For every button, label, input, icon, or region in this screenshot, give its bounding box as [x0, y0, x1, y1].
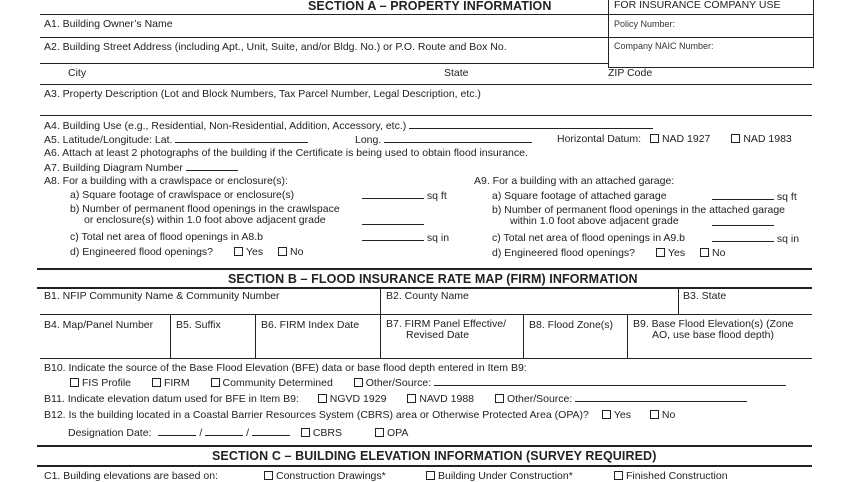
b1-label: B1. NFIP Community Name & Community Number [44, 290, 280, 302]
a3-label: A3. Property Description (Lot and Block Numbers, Tax Parcel Number, Legal Description, etc.) [44, 88, 481, 100]
a9c-field-row [712, 232, 799, 245]
section-b-title: SECTION B – FLOOD INSURANCE RATE MAP (FIRM) INFORMATION [228, 272, 638, 286]
long-text: Long. [355, 134, 382, 146]
a9d-yes-checkbox[interactable] [656, 248, 665, 257]
c1-finished-option [614, 470, 728, 482]
a6-label: A6. Attach at least 2 photographs of the building if the Certificate is being used to obtain flood insurance. [44, 147, 528, 159]
a8c-field-row [362, 231, 449, 244]
b9-line1: B9. Base Flood Elevation(s) (Zone [633, 318, 794, 330]
ngvd-label: NGVD 1929 [329, 393, 387, 405]
b10-other-label: Other/Source: [365, 377, 432, 389]
nad83-label: NAD 1983 [743, 133, 792, 145]
a8d-text: d) Engineered flood openings? [70, 246, 214, 258]
a8a-field-row [362, 189, 447, 202]
latitude-field[interactable] [175, 133, 308, 143]
sqin-unit: sq in [426, 232, 450, 244]
a4-label [44, 119, 653, 132]
city-label: City [68, 67, 87, 79]
insurance-use-label: FOR INSURANCE COMPANY USE [614, 0, 781, 11]
garage-sqft-unit: sq ft [776, 191, 797, 203]
ngvd-checkbox[interactable] [318, 394, 327, 403]
a8b-line1: b) Number of permanent flood openings in the crawlspace [70, 203, 340, 215]
a9a-label: a) Square footage of attached garage [492, 190, 667, 202]
firm-checkbox[interactable] [152, 378, 161, 387]
b12-no-label: No [661, 409, 676, 421]
a9b-line2: within 1.0 foot above adjacent grade [510, 215, 679, 227]
firm-label: FIRM [163, 377, 190, 389]
a1-label: A1. Building Owner’s Name [44, 18, 173, 30]
opa-label: OPA [386, 427, 409, 439]
date-slash-2: / [246, 427, 249, 439]
cbrs-checkbox[interactable] [301, 428, 310, 437]
a5-row [44, 133, 308, 146]
c1-text: C1. Building elevations are based on: [44, 470, 218, 482]
garage-sqft-field[interactable] [712, 190, 774, 200]
crawlspace-sqft-field[interactable] [362, 189, 424, 199]
c1-under-option [426, 470, 573, 482]
b11-other-checkbox[interactable] [495, 394, 504, 403]
designation-label: Designation Date: [68, 427, 152, 439]
b8-label: B8. Flood Zone(s) [529, 319, 614, 331]
datum-label: Horizontal Datum: [557, 133, 642, 145]
b2-label: B2. County Name [386, 290, 469, 302]
a8b-field [362, 215, 424, 228]
a9b-field [712, 216, 774, 229]
b10-other-checkbox[interactable] [354, 378, 363, 387]
a8d-no-checkbox[interactable] [278, 247, 287, 256]
designation-row [68, 426, 408, 439]
a9a-field-row [712, 190, 797, 203]
a9d-row [492, 247, 725, 259]
zip-label: ZIP Code [608, 67, 653, 79]
b4-label: B4. Map/Panel Number [44, 319, 154, 331]
b11-other-field[interactable] [575, 392, 747, 402]
section-a-title: SECTION A – PROPERTY INFORMATION [308, 0, 552, 13]
state-label: State [444, 67, 469, 79]
finished-construction-checkbox[interactable] [614, 471, 623, 480]
nad27-label: NAD 1927 [661, 133, 711, 145]
horizontal-datum [557, 133, 792, 145]
under-construction-checkbox[interactable] [426, 471, 435, 480]
fis-profile-label: FIS Profile [82, 377, 132, 389]
b11-other-label: Other/Source: [506, 393, 573, 405]
a2-label: A2. Building Street Address (including Apt., Unit, Suite, and/or Bldg. No.) or P.O. Route and Box No. [44, 41, 507, 53]
c1-construction-option [264, 470, 386, 482]
designation-month-field[interactable] [158, 426, 196, 436]
longitude-field[interactable] [384, 133, 532, 143]
under-construction-label: Building Under Construction* [438, 470, 573, 482]
b10-label: B10. Indicate the source of the Base Flood Elevation (BFE) data or base flood depth entered in Item B9: [44, 362, 527, 374]
b5-label: B5. Suffix [176, 319, 221, 331]
a8a-label: a) Square footage of crawlspace or enclosure(s) [70, 189, 295, 201]
a9d-no-label: No [712, 247, 726, 259]
a9d-yes-label: Yes [667, 247, 686, 259]
b7-label [386, 319, 506, 341]
b12-no-checkbox[interactable] [650, 410, 659, 419]
a7-row [44, 161, 238, 174]
a4-field[interactable] [409, 119, 653, 129]
garage-net-area-field[interactable] [712, 232, 774, 242]
b11-text: B11. Indicate elevation datum used for BFE in Item B9: [44, 393, 299, 405]
policy-number-label: Policy Number: [614, 19, 676, 29]
diagram-number-field[interactable] [186, 161, 238, 171]
a8-label: A8. For a building with a crawlspace or enclosure(s): [44, 175, 288, 187]
b10-options [70, 376, 786, 389]
a8d-no-label: No [290, 246, 304, 258]
crawlspace-openings-field[interactable] [362, 215, 424, 225]
b9-label [633, 319, 794, 341]
a9c-label: c) Total net area of flood openings in A9.b [492, 232, 686, 244]
b12-row [44, 409, 675, 421]
nad27-checkbox[interactable] [650, 134, 659, 143]
a4-text: A4. Building Use (e.g., Residential, Non-Residential, Addition, Accessory, etc.) [44, 120, 407, 132]
b12-text: B12. Is the building located in a Coastal Barrier Resources System (CBRS) area or Otherwise Protected Area (OPA)? [44, 409, 589, 421]
b12-yes-label: Yes [613, 409, 631, 421]
finished-construction-label: Finished Construction [626, 470, 728, 482]
garage-openings-field[interactable] [712, 216, 774, 226]
section-c-title: SECTION C – BUILDING ELEVATION INFORMATION (SURVEY REQUIRED) [212, 449, 657, 463]
a8c-label: c) Total net area of flood openings in A8.b [70, 231, 264, 243]
navd-label: NAVD 1988 [419, 393, 475, 405]
fis-profile-checkbox[interactable] [70, 378, 79, 387]
b7-line2: Revised Date [406, 329, 470, 341]
opa-checkbox[interactable] [375, 428, 384, 437]
a7-text: A7. Building Diagram Number [44, 162, 183, 174]
b3-label: B3. State [683, 290, 727, 302]
cbrs-label: CBRS [312, 427, 343, 439]
construction-drawings-label: Construction Drawings* [276, 470, 386, 482]
a5-text: A5. Latitude/Longitude: Lat. [44, 134, 173, 146]
a9-label: A9. For a building with an attached garage: [474, 175, 675, 187]
b11-row [44, 392, 747, 405]
a9b-line1: b) Number of permanent flood openings in the attached garage [492, 204, 786, 216]
longitude-row [355, 133, 532, 146]
c1-row [44, 470, 218, 482]
community-determined-checkbox[interactable] [211, 378, 220, 387]
designation-year-field[interactable] [252, 426, 290, 436]
sqft-unit: sq ft [426, 190, 447, 202]
b7-line1: B7. FIRM Panel Effective/ [386, 318, 507, 330]
a8d-yes-label: Yes [245, 246, 264, 258]
a9d-no-checkbox[interactable] [700, 248, 709, 257]
designation-day-field[interactable] [205, 426, 243, 436]
garage-sqin-unit: sq in [776, 233, 800, 245]
date-slash-1: / [199, 427, 203, 439]
nad83-checkbox[interactable] [731, 134, 740, 143]
naic-number-label: Company NAIC Number: [614, 41, 714, 51]
b6-label: B6. FIRM Index Date [261, 319, 360, 331]
a8b-line2: or enclosure(s) within 1.0 foot above adjacent grade [84, 214, 326, 226]
b9-line2: AO, use base flood depth) [652, 329, 774, 341]
a8d-row [70, 246, 303, 258]
a8b-label [70, 204, 340, 226]
a8d-yes-checkbox[interactable] [234, 247, 243, 256]
b10-other-field[interactable] [434, 376, 786, 386]
community-determined-label: Community Determined [222, 377, 333, 389]
crawlspace-net-area-field[interactable] [362, 231, 424, 241]
construction-drawings-checkbox[interactable] [264, 471, 273, 480]
navd-checkbox[interactable] [407, 394, 416, 403]
a9d-text: d) Engineered flood openings? [492, 247, 636, 259]
b12-yes-checkbox[interactable] [602, 410, 611, 419]
